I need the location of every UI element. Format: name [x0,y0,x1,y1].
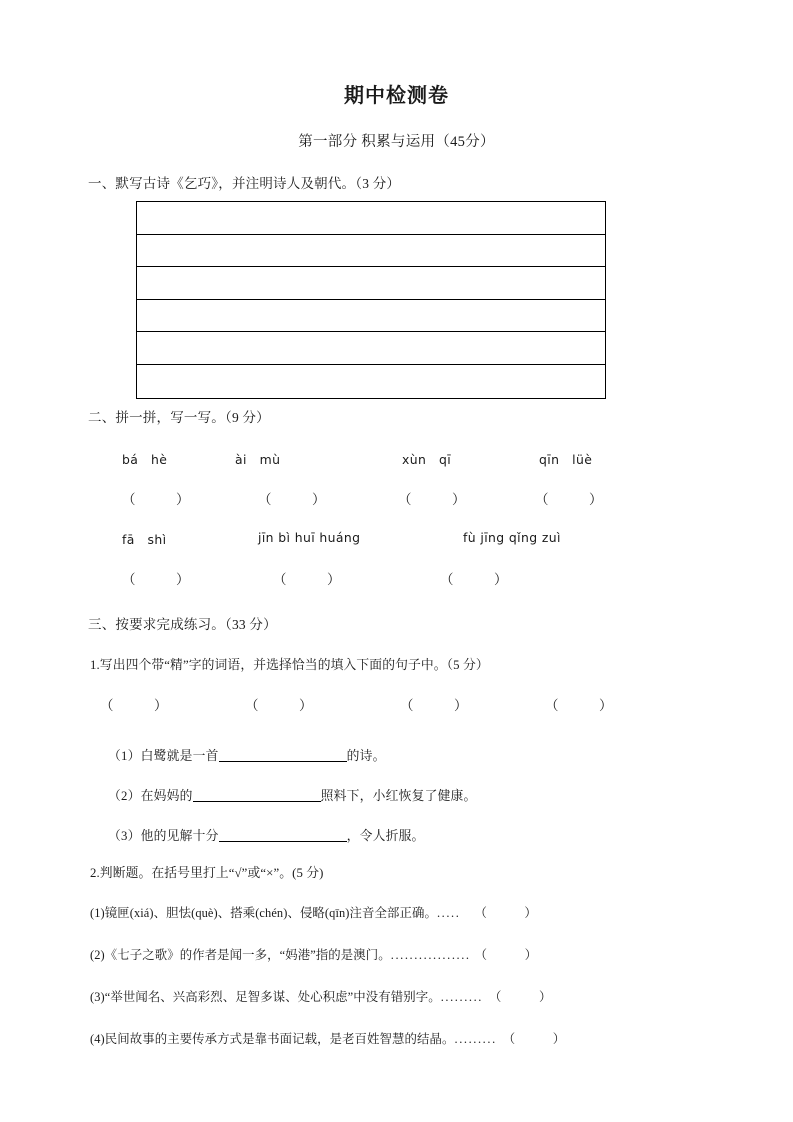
section-one-heading: 一、默写古诗《乞巧》，并注明诗人及朝代。（3 分） [88,176,401,191]
fill-blank[interactable] [219,748,347,762]
list-item [108,825,425,844]
item-number: (2) [90,948,105,962]
sentence-text-after: 照料下，小红恢复了健康。 [320,789,477,803]
answer-bracket[interactable]: （ ） [100,698,168,713]
answer-bracket[interactable]: （ ） [258,492,326,507]
item-number: (3) [90,990,105,1004]
pinyin-group: xùn qī [402,452,452,467]
answer-bracket[interactable]: （ ） [245,698,313,713]
fill-blank[interactable] [193,788,321,802]
answer-bracket[interactable]: （ ） [122,492,190,507]
section-two-heading: 二、拼一拼，写一写。（9 分） [88,410,270,425]
item-text: 民间故事的主要传承方式是靠书面记载，是老百姓智慧的结晶。 [104,1032,455,1046]
answer-bracket[interactable]: （ ） [502,1032,566,1046]
leader-dots: ......... [440,990,483,1004]
table-row[interactable] [137,235,605,268]
sentence-text-after: 的诗。 [346,749,386,763]
list-item [90,1029,565,1047]
page-title: 期中检测卷 [344,85,449,107]
answer-bracket[interactable]: （ ） [398,492,466,507]
answer-bracket[interactable]: （ ） [474,948,538,962]
answer-bracket[interactable]: （ ） [545,698,613,713]
sentence-text-before: 白鹭就是一首 [140,749,219,763]
pinyin-group: bá hè [122,452,168,467]
answer-bracket[interactable]: （ ） [474,906,537,920]
list-item [90,987,551,1005]
answer-bracket[interactable]: （ ） [489,990,552,1004]
poem-answer-table[interactable] [136,201,606,399]
fill-blank[interactable] [219,828,347,842]
sentence-number: （3） [108,829,141,843]
item-text: “举世闻名、兴高彩烈、足智多谋、处心积虑”中没有错别字。 [104,990,441,1004]
answer-bracket[interactable]: （ ） [400,698,468,713]
sentence-number: （1） [108,749,141,763]
item-text: 《七子之歌》的作者是闻一多，“妈港”指的是澳门。 [104,948,391,962]
item-text: 镜匣(xiá)、胆怯(què)、搭乘(chén)、侵略(qīn)注音全部正确。 [104,906,437,920]
leader-dots: ..... [436,906,461,920]
answer-bracket[interactable]: （ ） [440,572,508,587]
sentence-text-before: 在妈妈的 [140,789,193,803]
pinyin-group: qīn lüè [539,452,593,467]
section-three-heading: 三、按要求完成练习。（33 分） [88,617,277,632]
leader-dots: ......... [454,1032,497,1046]
list-item [108,745,386,764]
pinyin-group: jīn bì huī huáng [258,530,361,545]
table-row[interactable] [137,202,605,235]
pinyin-group: fù jīng qǐng zuì [463,530,561,545]
item-number: (1) [90,906,105,920]
sentence-number: （2） [108,789,141,803]
sentence-text-before: 他的见解十分 [140,829,219,843]
table-row[interactable] [137,332,605,365]
answer-bracket[interactable]: （ ） [535,492,603,507]
list-item [90,903,537,921]
pinyin-group: ài mù [235,452,281,467]
leader-dots: ................. [390,948,471,962]
answer-bracket[interactable]: （ ） [122,572,190,587]
sentence-text-after: ，令人折服。 [346,829,425,843]
table-row[interactable] [137,267,605,300]
table-row[interactable] [137,300,605,333]
question-1-prompt: 1.写出四个带“精”字的词语，并选择恰当的填入下面的句子中。（5 分） [90,658,489,672]
list-item [108,785,477,804]
answer-bracket[interactable]: （ ） [273,572,341,587]
question-2-prompt: 2.判断题。在括号里打上“√”或“×”。(5 分) [90,866,324,880]
pinyin-group: fā shì [122,532,167,547]
item-number: (4) [90,1032,105,1046]
list-item [90,945,537,963]
table-row[interactable] [137,365,605,398]
page-subtitle: 第一部分 积累与运用（45分） [298,134,495,150]
